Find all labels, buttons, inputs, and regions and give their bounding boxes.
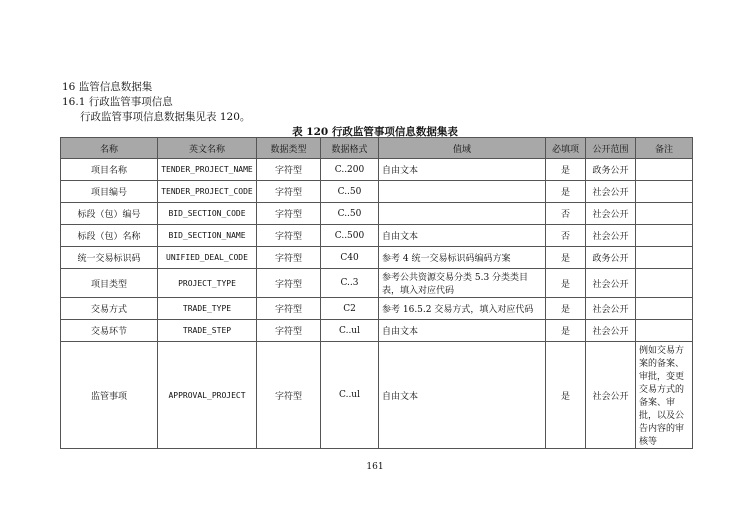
table-row xyxy=(61,203,693,225)
cell-data-type: 字符型 xyxy=(257,298,321,320)
cell-data-type: 字符型 xyxy=(257,342,321,449)
cell-english-name: PROJECT_TYPE xyxy=(158,269,257,298)
cell-english-name: TENDER_PROJECT_NAME xyxy=(158,159,257,181)
cell-disclosure-scope: 社会公开 xyxy=(586,203,636,225)
cell-required: 是 xyxy=(546,269,586,298)
table-row xyxy=(61,247,693,269)
cell-data-type: 字符型 xyxy=(257,247,321,269)
cell-disclosure-scope: 社会公开 xyxy=(586,181,636,203)
cell-required: 否 xyxy=(546,203,586,225)
cell-data-type: 字符型 xyxy=(257,320,321,342)
cell-data-format: C..50 xyxy=(321,203,379,225)
header-required: 必填项 xyxy=(546,138,586,159)
cell-data-format: C..500 xyxy=(321,225,379,247)
cell-required: 是 xyxy=(546,159,586,181)
section-intro: 行政监管事项信息数据集见表 120。 xyxy=(80,111,251,123)
table-header-row xyxy=(61,138,693,159)
table-row xyxy=(61,298,693,320)
cell-value-domain: 自由文本 xyxy=(379,320,546,342)
cell-disclosure-scope: 社会公开 xyxy=(586,298,636,320)
section-subheading: 16.1 行政监管事项信息 xyxy=(62,96,173,108)
cell-required: 是 xyxy=(546,342,586,449)
cell-data-format: C2 xyxy=(321,298,379,320)
cell-remarks xyxy=(636,269,693,298)
cell-disclosure-scope: 社会公开 xyxy=(586,225,636,247)
cell-name: 交易环节 xyxy=(61,320,158,342)
cell-data-format: C..ul xyxy=(321,320,379,342)
cell-disclosure-scope: 政务公开 xyxy=(586,247,636,269)
cell-data-type: 字符型 xyxy=(257,159,321,181)
cell-disclosure-scope: 社会公开 xyxy=(586,342,636,449)
cell-data-format: C..50 xyxy=(321,181,379,203)
cell-disclosure-scope: 社会公开 xyxy=(586,269,636,298)
cell-required: 是 xyxy=(546,320,586,342)
cell-data-format: C..3 xyxy=(321,269,379,298)
cell-value-domain: 自由文本 xyxy=(379,159,546,181)
cell-remarks xyxy=(636,203,693,225)
cell-remarks xyxy=(636,247,693,269)
cell-english-name: TENDER_PROJECT_CODE xyxy=(158,181,257,203)
cell-value-domain: 自由文本 xyxy=(379,342,546,449)
cell-value-domain: 自由文本 xyxy=(379,225,546,247)
cell-data-type: 字符型 xyxy=(257,225,321,247)
cell-name: 标段（包）编号 xyxy=(61,203,158,225)
header-english-name: 英文名称 xyxy=(158,138,257,159)
cell-required: 是 xyxy=(546,247,586,269)
cell-name: 监管事项 xyxy=(61,342,158,449)
cell-name: 交易方式 xyxy=(61,298,158,320)
cell-english-name: BID_SECTION_CODE xyxy=(158,203,257,225)
cell-value-domain: 参考 4 统一交易标识码编码方案 xyxy=(379,247,546,269)
cell-disclosure-scope: 社会公开 xyxy=(586,320,636,342)
section-heading: 16 监管信息数据集 xyxy=(62,81,153,93)
cell-remarks xyxy=(636,225,693,247)
cell-value-domain: 参考公共资源交易分类 5.3 分类类目表，填入对应代码 xyxy=(379,269,546,298)
header-data-format: 数据格式 xyxy=(321,138,379,159)
section-headings xyxy=(62,80,250,125)
cell-remarks xyxy=(636,159,693,181)
header-disclosure-scope: 公开范围 xyxy=(586,138,636,159)
cell-name: 统一交易标识码 xyxy=(61,247,158,269)
table-row xyxy=(61,225,693,247)
table-row xyxy=(61,159,693,181)
table-row xyxy=(61,269,693,298)
cell-required: 是 xyxy=(546,298,586,320)
cell-data-type: 字符型 xyxy=(257,203,321,225)
cell-name: 项目编号 xyxy=(61,181,158,203)
cell-remarks: 例如交易方案的备案、审批，变更交易方式的备案、审批，以及公告内容的审核等 xyxy=(636,342,693,449)
table-row xyxy=(61,181,693,203)
cell-name: 项目名称 xyxy=(61,159,158,181)
cell-data-format: C..200 xyxy=(321,159,379,181)
cell-required: 否 xyxy=(546,225,586,247)
cell-data-type: 字符型 xyxy=(257,269,321,298)
cell-english-name: UNIFIED_DEAL_CODE xyxy=(158,247,257,269)
cell-value-domain: 参考 16.5.2 交易方式，填入对应代码 xyxy=(379,298,546,320)
cell-value-domain xyxy=(379,181,546,203)
cell-remarks xyxy=(636,298,693,320)
cell-english-name: TRADE_TYPE xyxy=(158,298,257,320)
cell-name: 标段（包）名称 xyxy=(61,225,158,247)
cell-remarks xyxy=(636,320,693,342)
header-name: 名称 xyxy=(61,138,158,159)
table-row xyxy=(61,342,693,449)
cell-data-type: 字符型 xyxy=(257,181,321,203)
cell-required: 是 xyxy=(546,181,586,203)
cell-english-name: APPROVAL_PROJECT xyxy=(158,342,257,449)
table-caption: 表 120 行政监管事项信息数据集表 xyxy=(292,126,458,138)
cell-value-domain xyxy=(379,203,546,225)
cell-data-format: C..ul xyxy=(321,342,379,449)
table-row xyxy=(61,320,693,342)
cell-english-name: BID_SECTION_NAME xyxy=(158,225,257,247)
cell-name: 项目类型 xyxy=(61,269,158,298)
data-table xyxy=(60,137,693,449)
header-data-type: 数据类型 xyxy=(257,138,321,159)
cell-english-name: TRADE_STEP xyxy=(158,320,257,342)
cell-disclosure-scope: 政务公开 xyxy=(586,159,636,181)
header-remarks: 备注 xyxy=(636,138,693,159)
cell-data-format: C40 xyxy=(321,247,379,269)
cell-remarks xyxy=(636,181,693,203)
page-number: 161 xyxy=(366,462,384,472)
header-value-domain: 值域 xyxy=(379,138,546,159)
